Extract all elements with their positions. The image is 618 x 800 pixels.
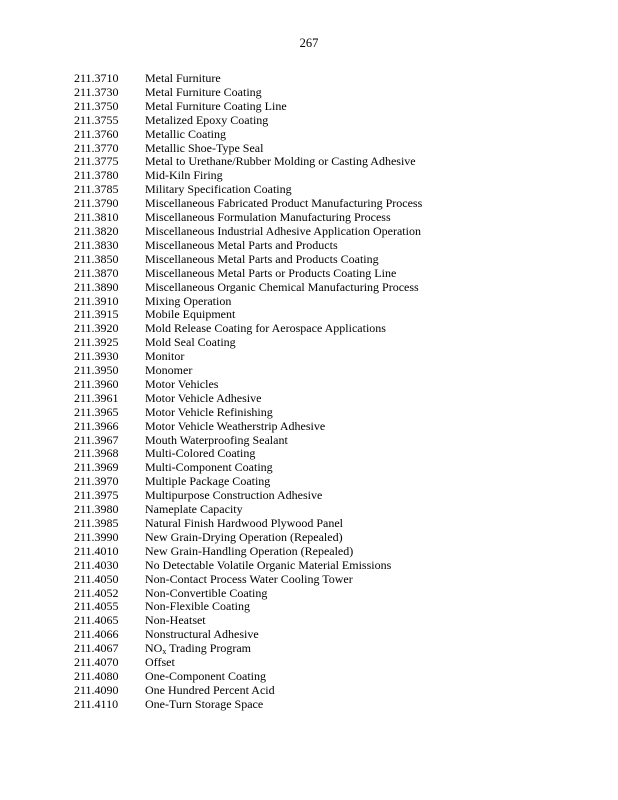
definition-entry [74,281,594,295]
section-number: 211.4010 [74,543,119,558]
definition-entry [74,100,594,114]
section-number: 211.4067 [74,641,119,656]
definition-entry [74,475,594,489]
defined-term: Nameplate Capacity [145,502,243,517]
section-number: 211.3985 [74,516,119,530]
definition-entry [74,614,594,628]
definition-entry [74,420,594,434]
section-number: 211.3850 [74,251,119,266]
defined-term: Metallic Shoe-Type Seal [145,140,264,155]
defined-term: Mid-Kiln Firing [145,168,223,183]
definition-entry [74,364,594,378]
defined-term: Multi-Component Coating [145,460,273,475]
section-number: 211.3760 [74,126,119,141]
section-number: 211.3961 [74,390,119,405]
defined-term-text-rest: Trading Program [166,641,252,656]
defined-term: Monomer [145,363,193,378]
section-number: 211.3820 [74,223,119,238]
defined-term-text: NO [145,641,163,656]
defined-term: Multiple Package Coating [145,474,271,489]
definition-entry [74,656,594,670]
defined-term: Metalized Epoxy Coating [145,112,269,127]
page-number: 267 [299,36,319,50]
defined-term: Multi-Colored Coating [145,446,256,461]
section-number: 211.3975 [74,488,119,503]
definition-entry [74,322,594,336]
section-number: 211.3750 [74,98,119,113]
defined-term: Mold Seal Coating [145,335,236,350]
definition-entry [74,142,594,156]
defined-term: No Detectable Volatile Organic Material Emissions [145,557,392,572]
definition-entry [74,684,594,698]
section-number: 211.4050 [74,571,119,586]
definition-entry [74,447,594,461]
section-number: 211.3920 [74,321,119,336]
section-number: 211.3930 [74,349,119,364]
section-number: 211.3790 [74,196,119,211]
defined-term: Miscellaneous Industrial Adhesive Application Operation [145,223,421,238]
defined-term: Non-Contact Process Water Cooling Tower [145,571,353,586]
definition-entry [74,72,594,86]
definition-entry [74,350,594,364]
definition-entry [74,295,594,309]
definition-entry [74,197,594,211]
section-number: 211.3915 [74,307,119,322]
definition-entry [74,308,594,322]
definition-entry [74,183,594,197]
section-number: 211.3870 [74,265,119,280]
definition-entry [74,489,594,503]
definition-entry [74,155,594,169]
section-number: 211.3980 [74,502,119,517]
defined-term: New Grain-Handling Operation (Repealed) [145,543,354,558]
definition-entry [74,517,594,531]
defined-term: One Hundred Percent Acid [145,682,275,697]
defined-term: Motor Vehicle Refinishing [145,404,273,419]
section-number: 211.3890 [74,279,119,294]
definition-entry [74,225,594,239]
definition-entry [74,531,594,545]
defined-term: Metal to Urethane/Rubber Molding or Casting Adhesive [145,154,416,169]
definition-entry [74,587,594,601]
defined-term: Mouth Waterproofing Sealant [145,432,288,447]
defined-term: Metal Furniture Coating [145,84,262,99]
section-number: 211.3925 [74,335,119,350]
defined-term: Non-Heatset [145,613,206,628]
section-number: 211.3785 [74,182,119,197]
section-number: 211.3780 [74,168,119,183]
defined-term: Multipurpose Construction Adhesive [145,488,323,503]
definition-entry [74,461,594,475]
definition-entry [74,211,594,225]
section-number: 211.3730 [74,84,119,99]
defined-term: Offset [145,655,175,670]
definition-entry [74,128,594,142]
section-number: 211.4055 [74,599,119,614]
section-number: 211.3755 [74,112,119,127]
defined-term [145,642,594,656]
definition-entry [74,253,594,267]
defined-term-subscript: x [162,647,167,657]
section-number: 211.4070 [74,655,119,670]
section-number: 211.3910 [74,293,119,308]
defined-term: Metal Furniture Coating Line [145,98,287,113]
section-number: 211.4090 [74,682,119,697]
defined-term: Mold Release Coating for Aerospace Applications [145,321,386,336]
defined-term: Miscellaneous Fabricated Product Manufacturing Process [145,196,423,211]
definition-entry [74,267,594,281]
defined-term: Mixing Operation [145,293,232,308]
defined-term: Mobile Equipment [145,307,236,322]
defined-term: Miscellaneous Metal Parts and Products [145,237,338,252]
definition-entry [74,670,594,684]
section-number: 211.4066 [74,627,119,642]
defined-term: Non-Flexible Coating [145,599,250,614]
definitions-list [74,72,594,712]
section-number: 211.3965 [74,404,119,419]
defined-term: Motor Vehicles [145,376,219,391]
defined-term: Monitor [145,349,185,364]
definition-entry [74,239,594,253]
definition-entry [74,573,594,587]
defined-term: Miscellaneous Metal Parts and Products Coating [145,251,379,266]
definition-entry [74,336,594,350]
section-number: 211.4052 [74,585,119,600]
definition-entry [74,406,594,420]
definition-entry [74,545,594,559]
defined-term: Miscellaneous Organic Chemical Manufacturing Process [145,279,419,294]
defined-term: Metal Furniture [145,71,221,85]
defined-term: Motor Vehicle Weatherstrip Adhesive [145,418,326,433]
definition-entry [74,392,594,406]
section-number: 211.3990 [74,529,119,544]
section-number: 211.3710 [74,71,119,85]
defined-term: Motor Vehicle Adhesive [145,390,262,405]
definition-entry [74,698,594,712]
section-number: 211.4065 [74,613,119,628]
section-number: 211.3967 [74,432,119,447]
section-number: 211.4030 [74,557,119,572]
defined-term: One-Component Coating [145,668,266,683]
section-number: 211.3960 [74,376,119,391]
defined-term: Metallic Coating [145,126,226,141]
definition-entry [74,86,594,100]
section-number: 211.3966 [74,418,119,433]
definition-entry [74,628,594,642]
section-number: 211.4080 [74,668,119,683]
definition-entry [74,378,594,392]
section-number: 211.3830 [74,237,119,252]
definition-entry [74,600,594,614]
section-number: 211.3969 [74,460,119,475]
definition-entry [74,503,594,517]
section-number: 211.3775 [74,154,119,169]
definition-entry [74,559,594,573]
defined-term: Military Specification Coating [145,182,292,197]
section-number: 211.3950 [74,363,119,378]
section-number: 211.3770 [74,140,119,155]
definition-entry [74,169,594,183]
section-number: 211.3968 [74,446,119,461]
defined-term: New Grain-Drying Operation (Repealed) [145,529,343,544]
defined-term: Nonstructural Adhesive [145,627,259,642]
defined-term: Miscellaneous Formulation Manufacturing Process [145,210,391,225]
definition-entry [74,642,594,656]
defined-term: Non-Convertible Coating [145,585,268,600]
defined-term: One-Turn Storage Space [145,696,264,711]
definition-entry [74,114,594,128]
section-number: 211.4110 [74,696,119,711]
section-number: 211.3970 [74,474,119,489]
definition-entry [74,434,594,448]
defined-term: Miscellaneous Metal Parts or Products Coating Line [145,265,397,280]
section-number: 211.3810 [74,210,119,225]
defined-term: Natural Finish Hardwood Plywood Panel [145,516,343,530]
